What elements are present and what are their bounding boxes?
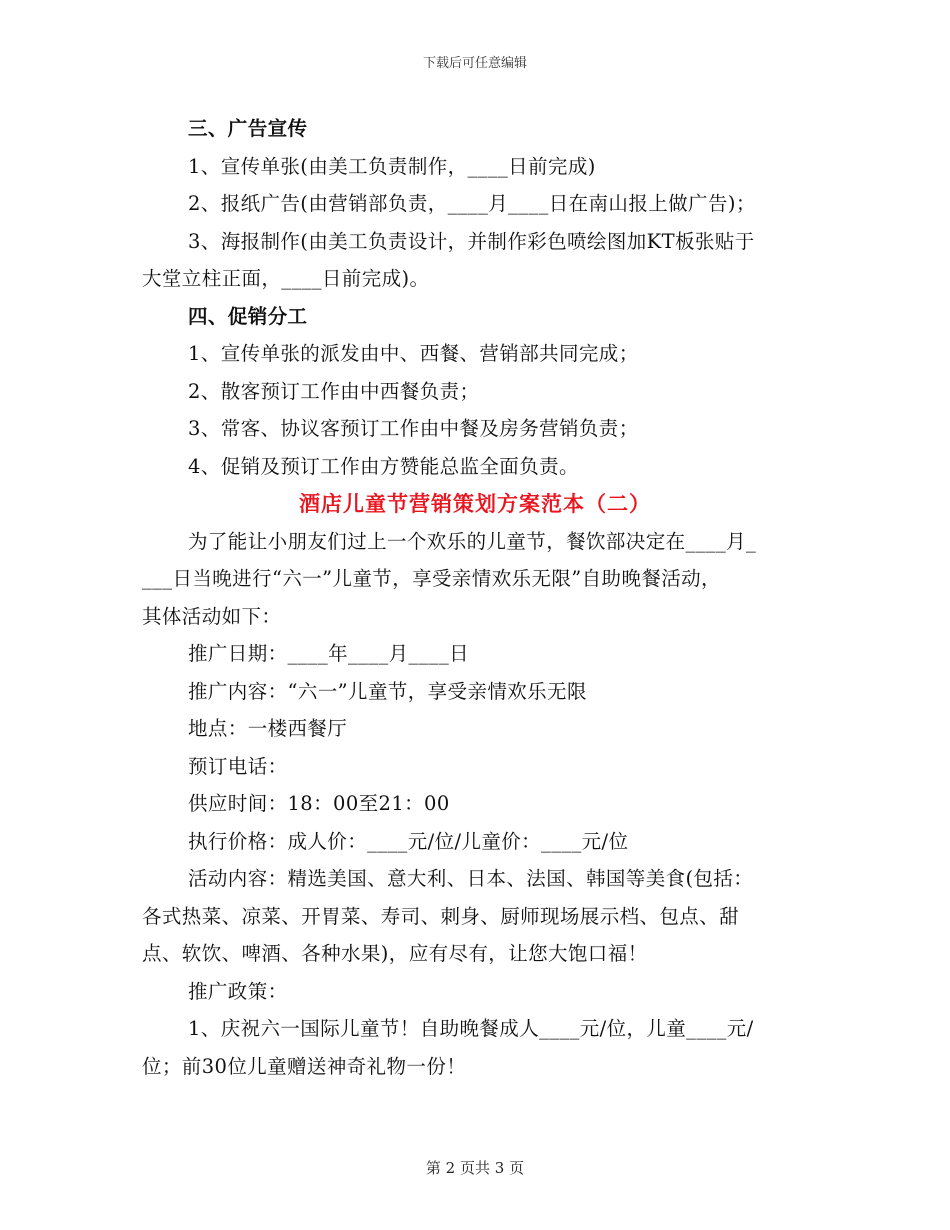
page-footer: 第 2 页共 3 页 — [425, 1159, 525, 1177]
service-time-line: 供应时间：18：00至21：00 — [188, 792, 450, 815]
section-heading-advertising: 三、广告宣传 — [188, 117, 308, 140]
phone-line: 预订电话： — [188, 754, 288, 778]
paragraph-line: 点、软饮、啤酒、各种水果)，应有尽有，让您大饱口福！ — [142, 942, 648, 965]
document-title: 酒店儿童节营销策划方案范本（二） — [299, 491, 651, 516]
promo-policy-line: 推广政策： — [188, 979, 288, 1003]
paragraph-line: 4、促销及预订工作由方赞能总监全面负责。 — [188, 454, 579, 478]
page-header: 下载后可任意编辑 — [422, 56, 527, 71]
paragraph-line: 活动内容：精选美国、意大利、日本、法国、韩国等美食(包括： — [188, 867, 754, 890]
promo-content-line: 推广内容：“六一”儿童节，享受亲情欢乐无限 — [188, 679, 587, 703]
paragraph-line: 为了能让小朋友们过上一个欢乐的儿童节，餐饮部决定在____月_ — [188, 529, 757, 553]
paragraph-line: 2、报纸广告(由营销部负责，____月____日在南山报上做广告)； — [188, 192, 756, 215]
price-line: 执行价格：成人价：____元/位/儿童价：____元/位 — [188, 829, 629, 853]
paragraph-line: 1、宣传单张的派发由中、西餐、营销部共同完成； — [188, 342, 639, 365]
section-heading-promotion-duties: 四、促销分工 — [188, 304, 308, 328]
paragraph-line: 1、庆祝六一国际儿童节！自助晚餐成人____元/位，儿童____元/ — [188, 1017, 754, 1040]
paragraph-line: 3、海报制作(由美工负责设计，并制作彩色喷绘图加KT板张贴于 — [188, 229, 755, 253]
promo-date-line: 推广日期：____年____月____日 — [188, 642, 469, 665]
paragraph-line: 其体活动如下： — [142, 604, 282, 628]
paragraph-line: 位；前30位儿童赠送神奇礼物一份！ — [142, 1054, 467, 1078]
paragraph-line: 3、常客、协议客预订工作由中餐及房务营销负责； — [188, 417, 639, 440]
paragraph-line: 各式热菜、凉菜、开胃菜、寿司、刺身、厨师现场展示档、包点、甜 — [142, 904, 740, 928]
paragraph-line: 大堂立柱正面，____日前完成)。 — [142, 267, 430, 290]
paragraph-line: 1、宣传单张(由美工负责制作，____日前完成) — [188, 154, 596, 178]
document-body — [142, 110, 808, 1085]
paragraph-line: 2、散客预订工作由中西餐负责； — [188, 379, 480, 403]
location-line: 地点：一楼西餐厅 — [188, 717, 348, 740]
paragraph-line: ___日当晚进行“六一”儿童节，享受亲情欢乐无限”自助晚餐活动， — [142, 567, 721, 590]
